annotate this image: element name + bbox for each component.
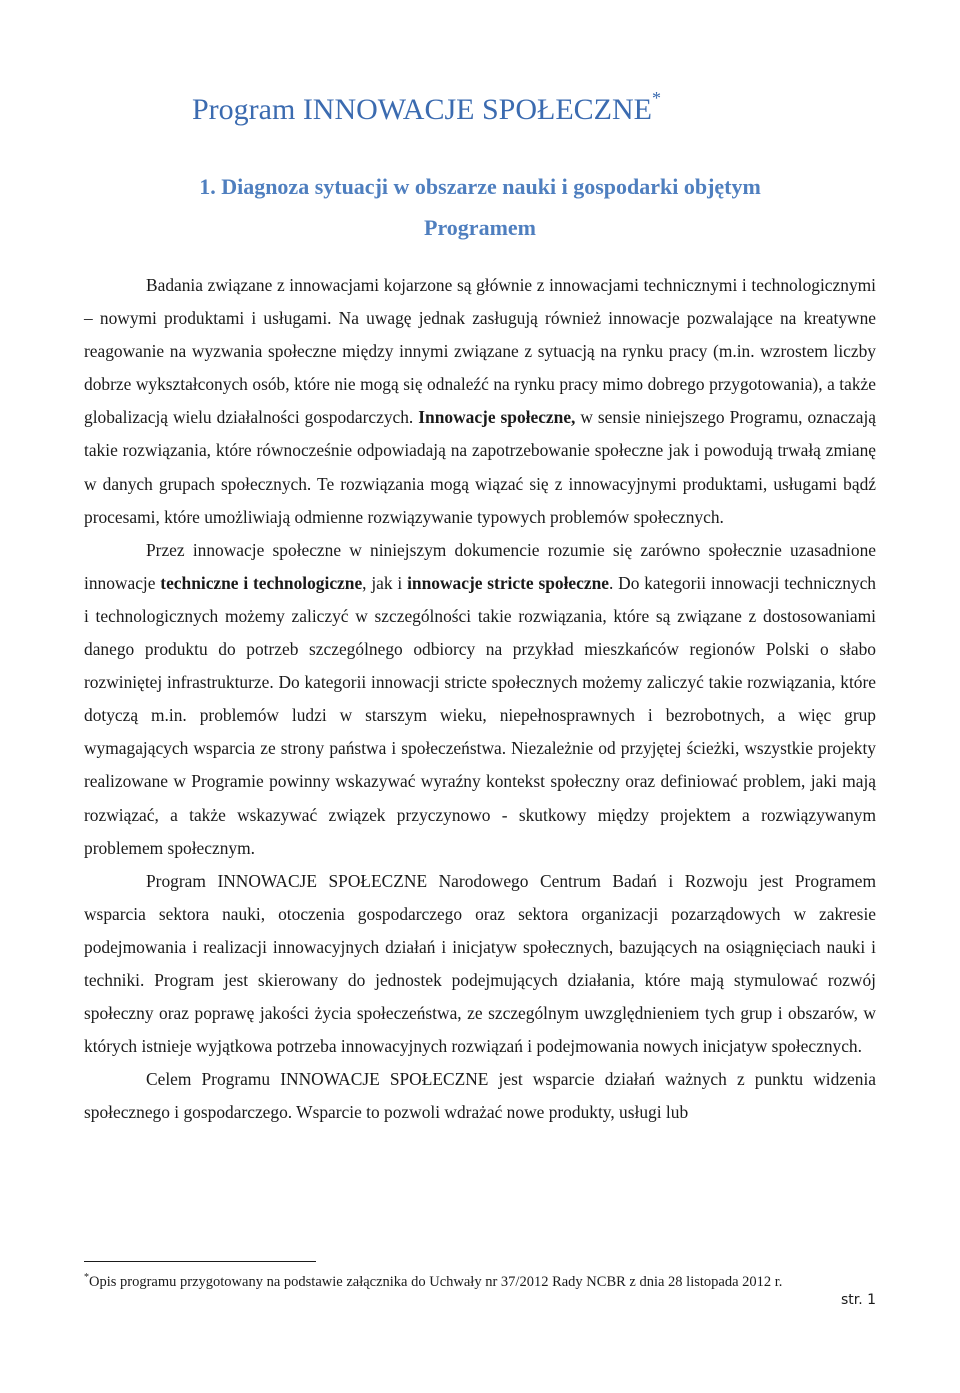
paragraph-2-bold-2: innowacje stricte społeczne — [407, 572, 609, 593]
footnote-mark: * — [84, 1272, 89, 1283]
document-body — [84, 269, 876, 1129]
paragraph-1-bold: Innowacje społeczne, — [418, 407, 576, 428]
paragraph-2-bold-1: techniczne i technologiczne — [160, 572, 363, 593]
paragraph-2-part-b: , jak i — [362, 572, 408, 593]
paragraph-3: Program INNOWACJE SPOŁECZNE Narodowego Centrum Badań i Rozwoju jest Programem wsparcia sektora nauki, otoczenia gospodarczego oraz sektora organizacji pozarządowych w zakresie podejmowania i realizacji innowacyjnych działań i inicjatyw społecznych, bazujących na osiągnięciach nauki i techniki. Program jest skierowany do jednostek podejmujących działania, które mają stymulować rozwój społeczny oraz poprawę jakości życia społeczeństwa, ze szczególnym uwzględnieniem tych grup i obszarów, w których istnieje wyjątkowa potrzeba innowacyjnych rozwiązań i podejmowania nowych inicjatyw społecznych. — [84, 870, 876, 1057]
footnote-separator — [84, 1261, 316, 1262]
title-text: Program INNOWACJE SPOŁECZNE — [192, 93, 652, 126]
section-heading-line-2: Programem — [424, 215, 536, 240]
paragraph-2-part-c: . Do kategorii innowacji technicznych i technologicznych możemy zaliczyć w szczególności takie rozwiązania, które są związane z dostosowaniami danego produktu do potrzeb szczególnego odbiorcy na przykład mieszkańców regionów Polski o słabo rozwiniętej infrastrukturze. Do kategorii innowacji stricte społecznych możemy zaliczyć takie rozwiązania, które dotyczą m.in. problemów ludzi w starszym wieku, niepełnosprawnych i bezrobotnych, a więc grup wymagających wsparcia ze strony państwa i społeczeństwa. Niezależnie od przyjętej ścieżki, wszystkie projekty realizowane w Programie powinny wskazywać wyraźny kontekst społeczny oraz definiować problem, jaki mają rozwiązać, a także wskazywać związek przyczynowo - skutkowy między projektem a rozwiązywanym problemem społecznym. — [84, 572, 877, 858]
section-heading-line-1: 1. Diagnoza sytuacji w obszarze nauki i gospodarki objętym — [199, 174, 761, 199]
paragraph-1-tail: w sensie niniejszego Programu, oznaczają takie rozwiązania, które równocześnie odpowiadają na zapotrzebowanie społeczne jak i powodują trwałą zmianę w danych grupach społecznych. Te rozwiązania mogą wiązać się z innowacyjnymi produktami, usługami bądź procesami, które umożliwiają odmienne rozwiązywanie typowych problemów społecznych. — [84, 407, 877, 527]
footnote — [84, 1268, 884, 1292]
paragraph-1-lead: Badania związane z innowacjami kojarzone są głównie z innowacjami technicznymi i technologicznymi – nowymi produktami i usługami. Na uwagę jednak zasługują również innowacje pozwalające na kreatywne reagowanie na wyzwania społeczne między innymi związane z sytuacją na rynku pracy (m.in. wzrostem liczby dobrze wykształconych osób, które nie mogą się odnaleźć na rynku pracy mimo dobrego przygotowania), a także globalizacją wielu działalności gospodarczych. — [84, 275, 876, 428]
footnote-text: Opis programu przygotowany na podstawie załącznika do Uchwały nr 37/2012 Rady NCBR z dnia 28 listopada 2012 r. — [89, 1273, 783, 1290]
paragraph-1 — [84, 269, 876, 534]
page-title — [192, 88, 661, 127]
page-number: str. 1 — [840, 1292, 876, 1308]
paragraph-2-part-a: Przez innowacje społeczne w niniejszym dokumencie rozumie się zarówno społecznie uzasadnione innowacje — [84, 539, 876, 593]
paragraph-2 — [84, 534, 876, 865]
paragraph-4: Celem Programu INNOWACJE SPOŁECZNE jest wsparcie działań ważnych z punktu widzenia społecznego i gospodarczego. Wsparcie to pozwoli wdrażać nowe produkty, usługi lub — [84, 1069, 876, 1123]
title-footnote-mark: * — [651, 88, 661, 108]
